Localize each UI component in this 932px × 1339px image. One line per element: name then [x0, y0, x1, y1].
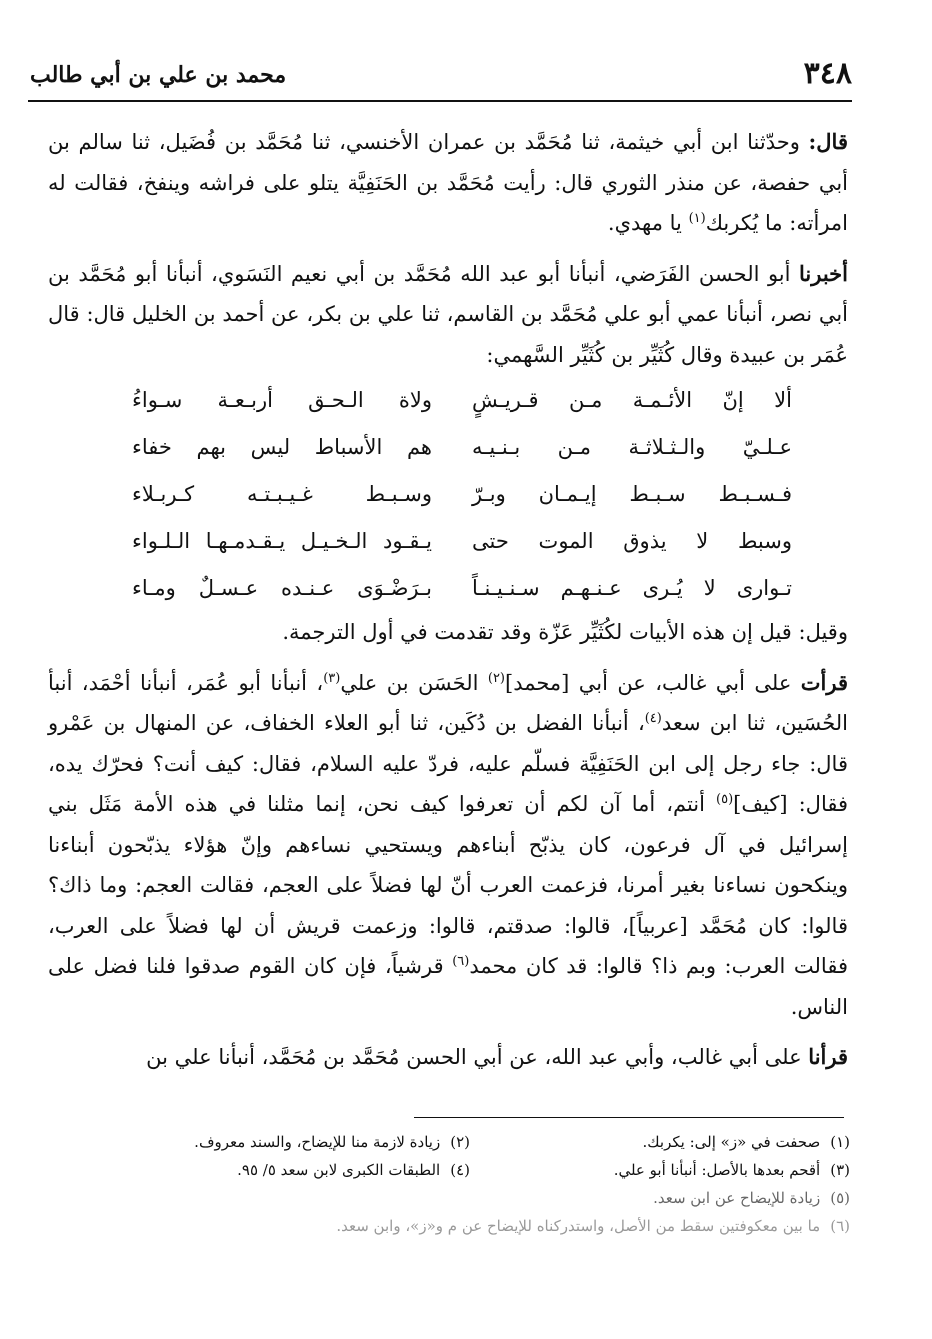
footnote-number: (٢): [450, 1133, 470, 1151]
footnote-number: (١): [830, 1133, 850, 1151]
paragraph-2: [48, 254, 848, 376]
page-number: ٣٤٨: [803, 56, 852, 91]
paragraph-text: ، أنبأنا أبو عُمَر، أنبأنا أحْمَد، أنبأ الحُسَين، ثنا ابن سعد: [48, 670, 848, 735]
paragraph-text: على أبي غالب، عن أبي [محمد]: [505, 670, 801, 695]
paragraph-text: وحدّثنا ابن أبي خيثمة، ثنا مُحَمَّد بن عمران الأخنسي، ثنا مُحَمَّد بن فُضَيل، ثنا سالم بن أبي حفصة، عن منذر الثوري قال: رأيت مُحَمَّد بن الحَنَفِيَّة يتلو على فراشه وينفخ، فقالت له امرأته: ما يُكربك: [48, 130, 848, 235]
footnote-ref-2[interactable]: (٢): [487, 670, 505, 686]
footnote-row: [50, 1212, 850, 1240]
footnote-6: [70, 1212, 850, 1240]
footnote-text: ما بين معكوفتين سقط من الأصل، واستدركناه للإيضاح عن م و«ز»، وابن سعد.: [336, 1217, 821, 1235]
paragraph-gap: [48, 244, 848, 254]
footnote-5: [470, 1184, 850, 1212]
running-title: محمد بن علي بن أبي طالب: [30, 62, 287, 88]
footnote-rule: [414, 1117, 844, 1118]
paragraph-text: قرشياً، فإن كان القوم صدقوا فلنا فضل على الناس.: [48, 954, 848, 1019]
footnote-text: أقحم بعدها بالأصل: أنبأنا أبو علي.: [613, 1161, 821, 1179]
paragraph-text: ، أنبأنا الفضل بن دُكَين، ثنا أبو العلاء الخفاف، عن المنهال بن عَمْرو قال: جاء رجل إلى ابن الحَنَفِيَّة فسلّم عليه، فردّ عليه السلام، فقال: كيف أنت؟ فحرّك يده، فقال: [كيف]: [48, 711, 848, 816]
footnote-row: [50, 1156, 850, 1184]
verse-second-hemistich: هم الأسباط ليس بهم خفاء: [132, 435, 432, 460]
main-text: [48, 122, 848, 1078]
poem-note: وقيل: قيل إن هذه الأبيات لكُثَيِّر عَزّة وقد تقدمت في أول الترجمة.: [282, 620, 848, 644]
footnote-number: (٣): [830, 1161, 850, 1179]
verse-second-hemistich: بـرَضْـوَى عـنـده عـسـلٌ ومـاء: [132, 576, 432, 601]
footnote-4: [90, 1156, 470, 1184]
paragraph-text: الحَسَن بن علي: [340, 670, 488, 695]
footnote-1: [470, 1128, 850, 1156]
footnote-text: صحفت في «ز» إلى: يكربك.: [642, 1133, 821, 1151]
paragraph-lead: قرأنا: [808, 1044, 848, 1069]
verse-second-hemistich: يـقـود الـخـيـل يـقـدمـهـا الـلـواء: [132, 529, 432, 554]
footnote-3: [470, 1156, 850, 1184]
paragraph-4: [48, 1037, 848, 1078]
footnote-ref-5[interactable]: (٥): [716, 792, 734, 807]
footnote-ref-4[interactable]: (٤): [644, 711, 662, 726]
footnote-ref-1[interactable]: (١): [688, 211, 706, 226]
paragraph-1: [48, 122, 848, 244]
poem-verse: [48, 377, 848, 424]
footnote-ref-6[interactable]: (٦): [452, 954, 470, 969]
paragraph-text: أبو الحسن الفَرَضي، أنبأنا أبو عبد الله مُحَمَّد بن أبي نعيم النَسَوي، أنبأنا أبو مُحَمَّد بن أبي نصر، أنبأنا عمي أبو علي مُحَمَّد بن القاسم، ثنا علي بن بكر، عن أحمد بن الخليل قال: قال عُمَر بن عبيدة وقال كُثَيِّر بن كُثَيِّر السَّهمي:: [48, 261, 848, 367]
paragraph-lead: قرأت: [800, 669, 848, 695]
footnote-text: زيادة لازمة منا للإيضاح، والسند معروف.: [194, 1133, 441, 1151]
verse-first-hemistich: ألا إنّ الأئـمـة مـن قـريـشٍ: [472, 388, 792, 413]
verse-first-hemistich: تـوارى لا يُـرى عـنـهـم سـنـيـنـاً: [472, 576, 792, 601]
verse-second-hemistich: ولاة الـحـق أربـعـة سـواءُ: [132, 388, 432, 413]
footnote-text: زيادة للإيضاح عن ابن سعد.: [653, 1189, 821, 1207]
footnote-number: (٤): [450, 1161, 470, 1179]
paragraph-lead: أخبرنا: [799, 260, 848, 286]
footnote-number: (٦): [830, 1217, 850, 1235]
footnote-2: [90, 1128, 470, 1156]
paragraph-text: على أبي غالب، وأبي عبد الله، عن أبي الحسن مُحَمَّد بن مُحَمَّد، أنبأنا علي بن: [146, 1045, 809, 1069]
footnotes: [50, 1128, 850, 1240]
paragraph-text: يا مهدي.: [607, 211, 689, 235]
page-header: [30, 56, 852, 98]
paragraph-gap: [48, 1027, 848, 1037]
paragraph-lead: قال:: [808, 129, 848, 154]
paragraph-3: [48, 663, 848, 1028]
verse-first-hemistich: وسبط لا يذوق الموت حتى: [472, 529, 792, 554]
verse-first-hemistich: عـلـيّ والـثـلاثـة مـن بـنـيـه: [472, 435, 792, 460]
footnote-row: [50, 1184, 850, 1212]
verse-second-hemistich: وسـبـط غـيـبـتـه كـربـلاء: [132, 482, 432, 507]
poem-verse: [48, 424, 848, 471]
header-rule: [28, 100, 852, 102]
footnote-number: (٥): [830, 1189, 850, 1207]
paragraph-text: أنتم، أما آن لكم أن تعرفوا كيف نحن، إنما مثلنا في هذه الأمة مَثَل بني إسرائيل في آل فرعون، كان يذبّح أبناءهم ويستحيي نساءهم وإنّ هؤلاء يذبّحون أبناءنا وينكحون نساءنا بغير أمرنا، فزعمت العرب أنّ لها فضلاً على العجم، فقالت العجم: وما ذاك؟ قالوا: كان مُحَمَّد [عربياً]، قالوا: صدقتم، قالوا: وزعمت قريش أن لها فضلاً على العرب، فقالت العرب: وبم ذا؟ قالوا: قد كان محمد: [48, 792, 848, 978]
verse-first-hemistich: فـسـبـط سـبـط إيـمـان وبـرّ: [472, 482, 792, 507]
footnote-row: [50, 1128, 850, 1156]
poem-verse: [48, 565, 848, 612]
paragraph-gap: [48, 653, 848, 663]
footnote-ref-3[interactable]: (٣): [323, 670, 341, 686]
footnote-text: الطبقات الكبرى لابن سعد ٥/ ٩٥.: [237, 1161, 441, 1179]
poem-verse: [48, 471, 848, 518]
poem: [48, 377, 848, 612]
poem-verse: [48, 518, 848, 565]
